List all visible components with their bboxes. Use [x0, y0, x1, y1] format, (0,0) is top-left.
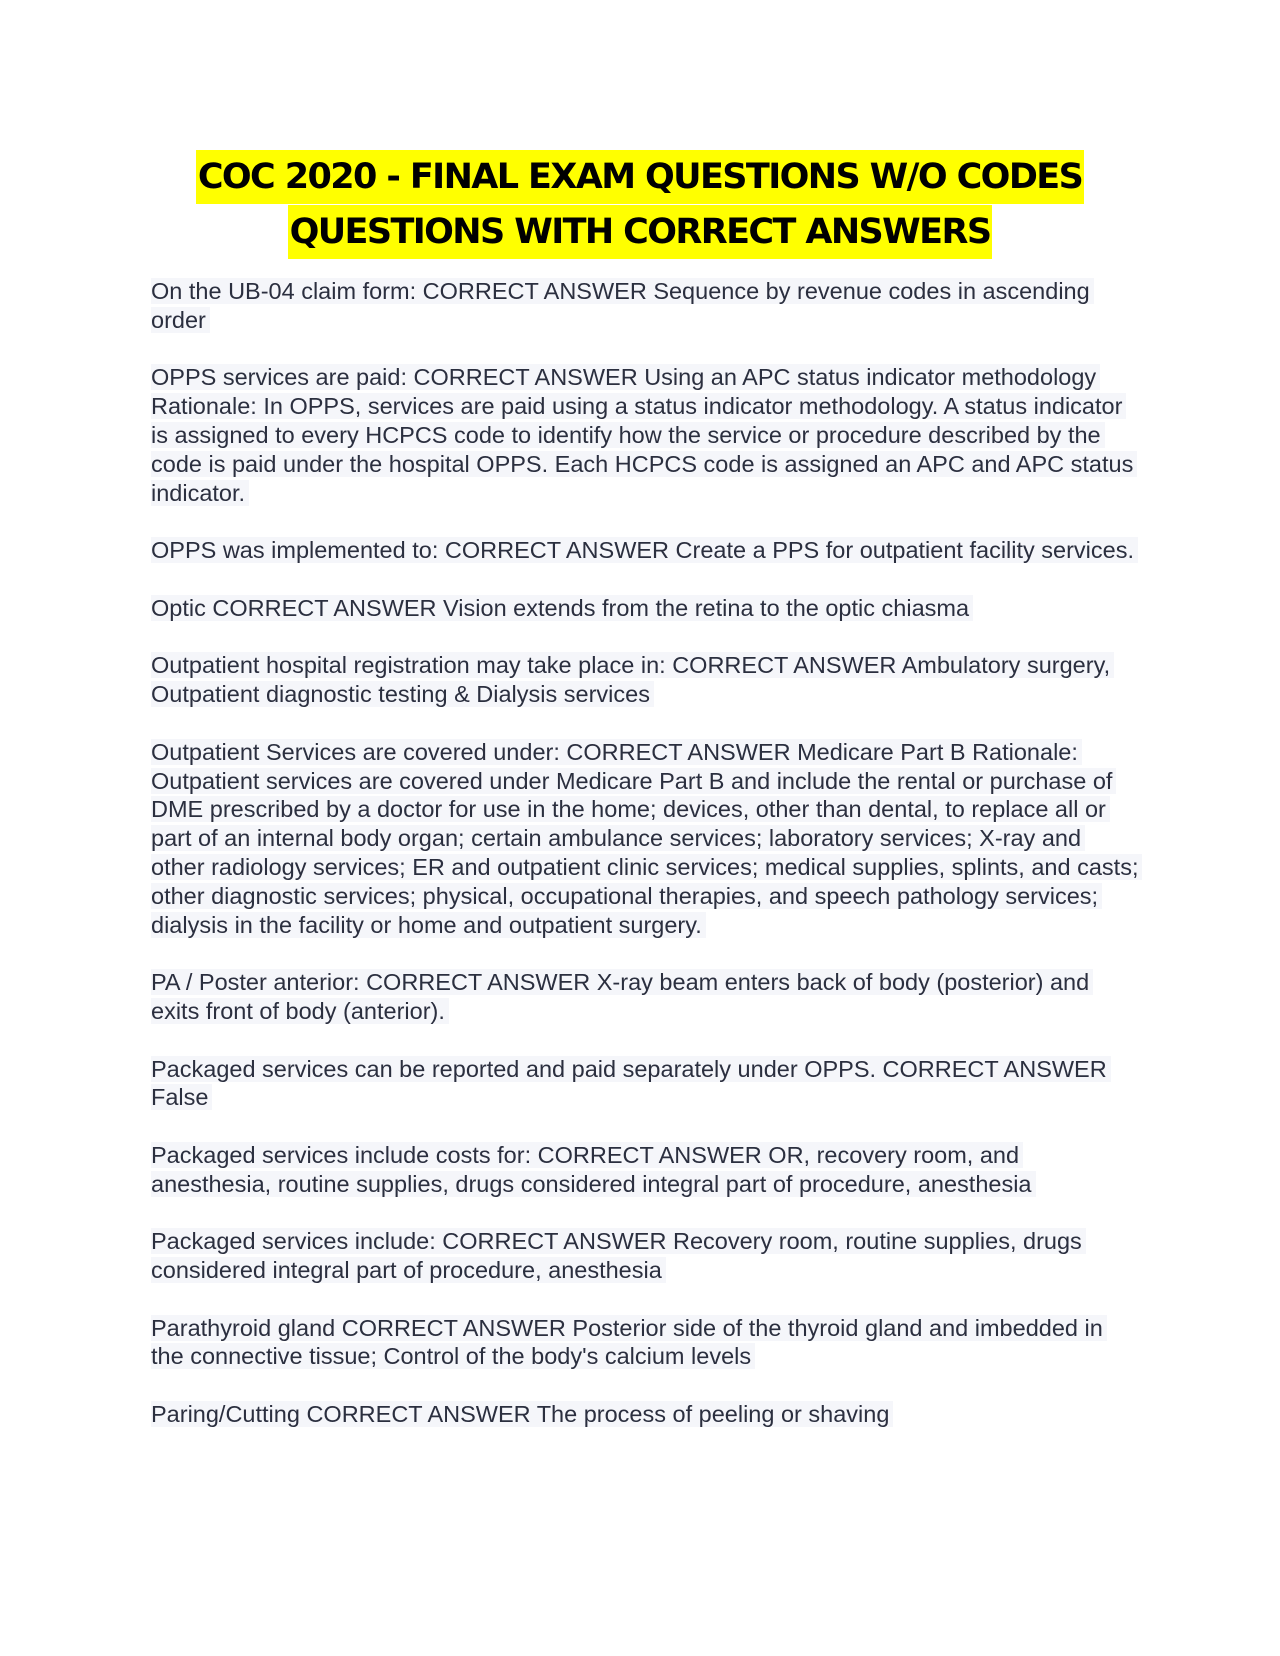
- qa-entry-text: On the UB-04 claim form: CORRECT ANSWER Sequence by revenue codes in ascending order: [151, 278, 1094, 333]
- qa-entry: [151, 536, 1141, 565]
- qa-entry-text: Packaged services include costs for: CORRECT ANSWER OR, recovery room, and anesthesia, routine supplies, drugs considered integral part of procedure, anesthesia: [151, 1142, 1036, 1197]
- qa-entry: [151, 1227, 1141, 1285]
- qa-entry-text: Optic CORRECT ANSWER Vision extends from the retina to the optic chiasma: [151, 595, 973, 621]
- document-body: [151, 277, 1141, 1458]
- document-title: [0, 150, 1280, 260]
- qa-entry-text: OPPS was implemented to: CORRECT ANSWER Create a PPS for outpatient facility services.: [151, 537, 1138, 563]
- qa-entry-text: Parathyroid gland CORRECT ANSWER Posterior side of the thyroid gland and imbedded in the connective tissue; Control of the body's calcium levels: [151, 1315, 1107, 1370]
- qa-entry: [151, 1314, 1141, 1372]
- qa-entry: [151, 1055, 1141, 1113]
- qa-entry: [151, 651, 1141, 709]
- qa-entry-text: PA / Poster anterior: CORRECT ANSWER X-ray beam enters back of body (posterior) and exits front of body (anterior).: [151, 969, 1093, 1024]
- qa-entry-text: Packaged services include: CORRECT ANSWER Recovery room, routine supplies, drugs considered integral part of procedure, anesthesia: [151, 1228, 1086, 1283]
- qa-entry: [151, 277, 1141, 335]
- qa-entry: [151, 1400, 1141, 1429]
- title-line-1: COC 2020 - FINAL EXAM QUESTIONS W/O CODES: [196, 150, 1084, 204]
- qa-entry: [151, 738, 1141, 940]
- qa-entry-text: OPPS services are paid: CORRECT ANSWER Using an APC status indicator methodology Rationale: In OPPS, services are paid using a status indicator methodology. A status indicator is assigned to every HCPCS code to identify how the service or procedure described by the code is paid under the hospital OPPS. Each HCPCS code is assigned an APC and APC status indicator.: [151, 364, 1137, 505]
- qa-entry-text: Paring/Cutting CORRECT ANSWER The process of peeling or shaving: [151, 1401, 893, 1427]
- qa-entry: [151, 1141, 1141, 1199]
- qa-entry-text: Packaged services can be reported and paid separately under OPPS. CORRECT ANSWER False: [151, 1056, 1111, 1111]
- qa-entry: [151, 363, 1141, 507]
- qa-entry: [151, 968, 1141, 1026]
- qa-entry: [151, 594, 1141, 623]
- title-line-2: QUESTIONS WITH CORRECT ANSWERS: [288, 205, 993, 259]
- qa-entry-text: Outpatient hospital registration may take place in: CORRECT ANSWER Ambulatory surgery, Outpatient diagnostic testing & Dialysis services: [151, 652, 1114, 707]
- qa-entry-text: Outpatient Services are covered under: CORRECT ANSWER Medicare Part B Rationale: Outpatient services are covered under Medicare Part B and include the rental or purchase of DME prescribed by a doctor for use in the home; devices, other than dental, to replace all or part of an internal body organ; certain ambulance services; laboratory services; X-ray and other radiology services; ER and outpatient clinic services; medical supplies, splints, and casts; other diagnostic services; physical, occupational therapies, and speech pathology services; dialysis in the facility or home and outpatient surgery.: [151, 739, 1142, 938]
